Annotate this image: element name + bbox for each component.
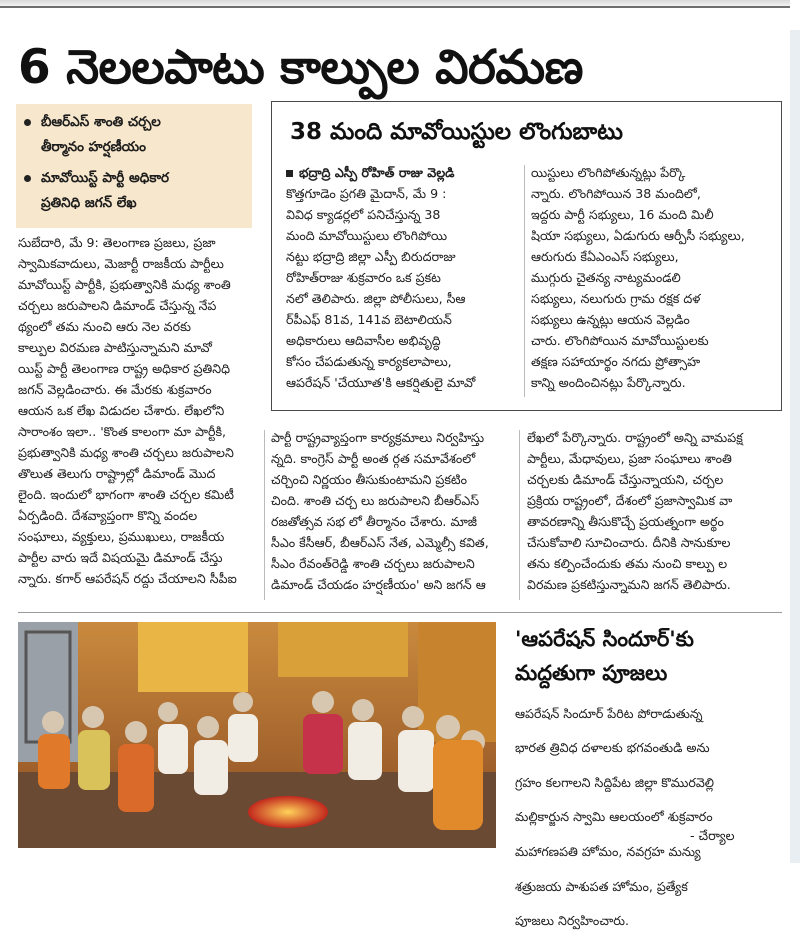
text-line: మావోయిస్ట్ పార్టీకి, ప్రభుత్వానికి మధ్య శాంతి (18, 277, 231, 292)
text-line: నట్టు భద్రాద్రి జిల్లా ఎస్పీ బిరుదరాజు (286, 249, 456, 264)
text-line: శత్రుజయ పాశుపత హోమం, ప్రత్యేక (515, 878, 688, 894)
highlight-text: మావోయిస్ట్ పార్టీ అధికార (41, 170, 170, 186)
bullet-icon (24, 175, 31, 182)
text-line: అధికారులు ఆదివాసీల అభివృద్ధి (286, 333, 441, 348)
text-line: కొత్తగూడెం ప్రగతి మైదాన్, మే 9 : (286, 186, 447, 201)
text-line: సభ్యులు, నలుగురు గ్రామ రక్షక దళ (531, 291, 701, 306)
section-rule (18, 612, 782, 613)
text-line: కోసం చేపడుతున్న కార్యకలాపాలు, (286, 354, 452, 369)
column-divider (524, 165, 525, 397)
sidebar-byline (286, 162, 518, 183)
text-line: సభ్యులు ఉన్నట్లు ఆయన వెల్లడిం (531, 312, 690, 327)
text-line: చింది. శాంతి చర్చ లు జరుపాలని బీఆర్‌ఎస్ (271, 493, 480, 508)
pooja-body (515, 690, 785, 945)
column-divider (519, 430, 520, 600)
text-line: యిస్ట్ పార్టీ తెలంగాణ రాష్ట్ర అధికార ప్రతినిధి (18, 361, 230, 376)
text-line: లేఖలో పేర్కొన్నారు. రాష్ట్రంలో అన్ని వామపక్ష (527, 430, 743, 445)
main-story-column-2 (271, 427, 511, 595)
ritual-photo (18, 622, 496, 848)
sidebar-body-1 (286, 183, 518, 393)
top-rule (0, 0, 790, 8)
text-line: కాన్ని అందించినట్లు పేర్కొన్నారు. (531, 375, 686, 390)
highlight-item (24, 110, 244, 160)
text-line: తొలుత తెలుగు రాష్ట్రాల్లో డిమాండ్ మొద (18, 466, 216, 481)
text-line: ఆయన ఒక లేఖ విడుదల చేశారు. లేఖలోని (18, 403, 225, 418)
text-line: పార్టీలు, మేధావులు, ప్రజా సంఘాలు శాంతి (527, 451, 732, 466)
text-line: చేసుకోవాలి సూచించారు. దీనికి సానుకూల (527, 535, 731, 550)
text-line: మహాగణపతి హోమం, నవగ్రహ మన్యు (515, 843, 701, 859)
text-line: ర్‌పీఎఫ్ 81వ, 141వ బెటాలియన్ (286, 312, 452, 327)
photo-illustration (18, 622, 496, 848)
text-line: రోహిత్‌రాజు శుక్రవారం ఒక ప్రకట (286, 270, 441, 285)
sidebar-column-1 (286, 162, 518, 393)
highlights-box (16, 104, 252, 228)
text-line: తావరణాన్ని తీసుకొచ్చే ప్రయత్నంగా అర్థం (527, 514, 724, 529)
text-line: చర్చించి నిర్ణయం తీసుకుంటామని ప్రకటిం (271, 472, 468, 487)
page-edge-strip (790, 30, 800, 863)
text-line: సీఎం కేసీఆర్, బీఆర్‌ఎస్ నేత, ఎమ్మెల్సీ కవిత, (271, 535, 489, 550)
pooja-title-line: మద్దతుగా పూజలు (515, 661, 668, 685)
text-line: న్నారు. లొంగిపోయిన 38 మందిలో, (531, 186, 701, 201)
highlight-text: ప్రతినిధి జగన్ లేఖ (41, 195, 137, 211)
text-line: జగన్ వెల్లడించారు. ఈ మేరకు శుక్రవారం (18, 382, 212, 397)
main-story-column-1 (18, 232, 254, 589)
text-line: సారాంశం ఇలా.. 'కొంత కాలంగా మా పార్టీకి, (18, 424, 227, 439)
text-line: షియా సభ్యులు, ఏడుగురు ఆర్పీసీ సభ్యులు, (531, 228, 745, 243)
text-line: ప్రక్రియ రాష్ట్రంలో, దేశంలో ప్రజాస్వామిక వా (527, 493, 733, 508)
highlight-text: తీర్మానం హర్షణీయం (41, 139, 146, 155)
pooja-title-line: 'ఆపరేషన్ సిందూర్'కు (515, 627, 694, 651)
text-line: చర్చలు జరుపాలని డిమాండ్ చేస్తున్న నేప (18, 298, 217, 313)
text-line: నలో తెలిపారు. జిల్లా పోలీసులు, సీఆ (286, 291, 466, 306)
text-line: యిస్టులు లొంగిపోతున్నట్లు పేర్కొ (531, 165, 686, 180)
highlight-text: బీఆర్‌ఎస్ శాంతి చర్చల (41, 114, 161, 130)
bullet-icon (24, 119, 31, 126)
sidebar-title: 38 మంది మావోయిస్టుల లొంగుబాటు (290, 119, 623, 145)
text-line: లైంది. ఇందులో భాగంగా శాంతి చర్చల కమిటీ (18, 487, 234, 502)
page-headline: 6 నెలలపాటు కాల్పుల విరమణ (18, 40, 583, 95)
byline-text: భద్రాద్రి ఎస్పీ రోహిత్ రాజు వెల్లడి (299, 165, 455, 180)
text-line: న్నారు. కగార్ ఆపరేషన్ రద్దు చేయాలని సీపీఐ (18, 571, 237, 586)
text-line: పార్టీ రాష్ట్రవ్యాప్తంగా కార్యక్రమాలు నిర్వహిస్తు (271, 430, 485, 445)
text-line: భారత త్రివిధ దళాలకు భగవంతుడి అను (515, 740, 710, 756)
pooja-credit: - చేర్యాల (690, 828, 735, 843)
text-line: ఆపరేషన్ సిందూర్ పేరిట పోరాడుతున్న (515, 705, 703, 721)
sidebar-column-2 (531, 162, 771, 393)
square-bullet-icon (286, 170, 293, 177)
text-line: విరమణ ప్రకటిస్తున్నామని జగన్ తెలిపారు. (527, 577, 731, 592)
column-divider (264, 430, 265, 600)
text-line: న్నది. కాంగ్రెస్ పార్టీ అంత ర్గత సమావేశంలో (271, 451, 476, 466)
text-line: ఏర్పడింది. దేశవ్యాప్తంగా కొన్ని వందల (18, 508, 198, 523)
text-line: వివిధ క్యాడర్లలో పనిచేస్తున్న 38 (286, 207, 441, 222)
text-line: రజతోత్సవ సభ లో తీర్మానం చేశారు. మాజీ (271, 514, 478, 529)
highlight-item (24, 166, 244, 216)
text-line: సుబేదారి, మే 9: తెలంగాణ ప్రజలు, ప్రజా (18, 235, 216, 250)
text-line: మల్లికార్జున స్వామి ఆలయంలో శుక్రవారం (515, 809, 713, 825)
text-line: స్వామికవాదులు, మెజార్టీ రాజకీయ పార్టీలు (18, 256, 224, 271)
text-line: మంది మావోయిస్టులు లొంగిపోయి (286, 228, 448, 243)
text-line: పార్టీల వారు ఇదే విషయమై డిమాండ్ చేస్తు (18, 550, 223, 565)
text-line: థ్యంలో తమ నుంచి ఆరు నెల వరకు (18, 319, 192, 334)
text-line: ముగ్గురు చైతన్య నాట్యమండలి (531, 270, 681, 285)
text-line: గ్రహం కలగాలని సిద్దిపేట జిల్లా కొమురవెల్లి (515, 774, 715, 790)
text-line: ఇద్దరు పార్టీ సభ్యులు, 16 మంది మిలీ (531, 207, 714, 222)
text-line: సీఎం రేవంత్‌రెడ్డి శాంతి చర్చలు జరుపాలని (271, 556, 475, 571)
text-line: ప్రభుత్వానికి మధ్య శాంతి చర్చలు జరుపాలని (18, 445, 234, 460)
text-line: తను కల్పించేందుకు తమ నుంచి కాల్పు ల (527, 556, 728, 571)
text-line: ఆరుగురు కేఏఎంఎస్ సభ్యులు, (531, 249, 679, 264)
text-line: ఆపరేషన్ 'చేయూత'కి ఆకర్షితులై మావో (286, 375, 476, 390)
text-line: పూజలు నిర్వహించారు. (515, 913, 630, 929)
main-story-column-3 (527, 427, 779, 595)
text-line: చర్చలకు డిమాండ్ చేస్తున్నాయని, చర్చల (527, 472, 724, 487)
pooja-title (515, 622, 785, 690)
text-line: సంఘాలు, వ్యక్తులు, ప్రముఖులు, రాజకీయ (18, 529, 225, 544)
text-line: తక్షణ సహాయార్థం నగదు ప్రోత్సాహ (531, 354, 701, 369)
text-line: చారు. లొంగిపోయిన మావోయిస్టులకు (531, 333, 709, 348)
text-line: డిమాండ్ చేయడం హర్షణీయం' అని జగన్ ఆ (271, 577, 486, 592)
text-line: కాల్పుల విరమణ పాటిస్తున్నామని మావో (18, 340, 212, 355)
